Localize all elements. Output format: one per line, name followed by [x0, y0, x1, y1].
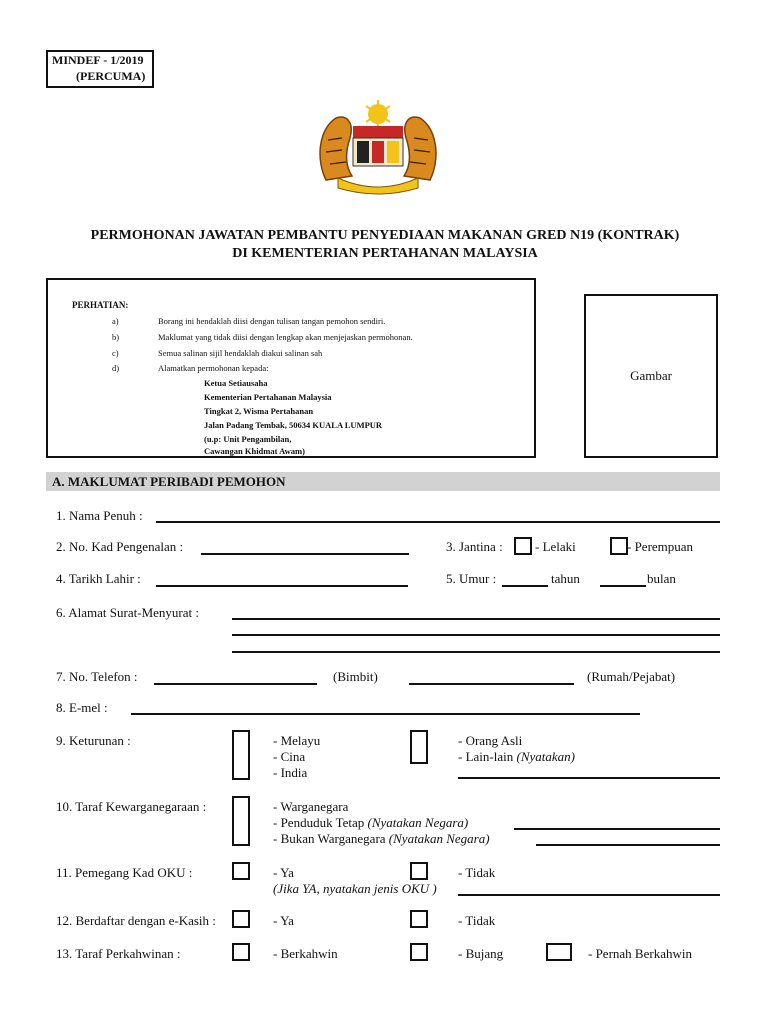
address-line: Jalan Padang Tembak, 50634 KUALA LUMPUR	[204, 420, 383, 430]
permanent-resident-specify: (Nyatakan Negara)	[367, 815, 469, 830]
ethnicity-others-label	[458, 749, 575, 765]
email-label: 8. E-mel :	[56, 700, 108, 715]
notice-text-c: Semua salinan sijil hendaklah diakui salinan sah	[158, 348, 323, 358]
ethnicity-label: 9. Keturunan :	[56, 733, 131, 748]
address-field-line-2[interactable]	[232, 634, 720, 636]
ethnicity-checkbox-group[interactable]	[232, 730, 250, 780]
age-years-unit: tahun	[551, 571, 580, 586]
oku-no-label: - Tidak	[458, 865, 496, 880]
non-citizen-text: - Bukan Warganegara	[273, 831, 386, 846]
home-phone-field[interactable]	[409, 683, 574, 685]
notice-mark-a: a)	[112, 316, 119, 326]
ethnicity-others-text: - Lain-lain	[458, 749, 514, 764]
address-line: Ketua Setiausaha	[204, 378, 268, 388]
full-name-field[interactable]	[156, 521, 720, 523]
married-checkbox[interactable]	[232, 943, 250, 961]
non-citizen-label	[273, 831, 490, 847]
form-title-line-1: PERMOHONAN JAWATAN PEMBANTU PENYEDIAAN MAKANAN GRED N19 (KONTRAK)	[90, 228, 680, 243]
full-name-label: 1. Nama Penuh :	[56, 508, 143, 523]
citizenship-label: 10. Taraf Kewarganegaraan :	[56, 799, 207, 814]
ic-number-field[interactable]	[201, 553, 409, 555]
age-months-unit: bulan	[647, 571, 676, 586]
ic-number-label: 2. No. Kad Pengenalan :	[56, 539, 184, 554]
oku-yes-label: - Ya	[273, 865, 294, 880]
permanent-resident-text: - Penduduk Tetap	[273, 815, 365, 830]
notice-text-b: Maklumat yang tidak diisi dengan lengkap akan menjejaskan permohonan.	[158, 332, 413, 342]
notice-text-a: Borang ini hendaklah diisi dengan tulisan tangan pemohon sendiri.	[158, 316, 386, 326]
oku-card-label: 11. Pemegang Kad OKU :	[56, 865, 193, 880]
home-phone-tag: (Rumah/Pejabat)	[587, 669, 676, 684]
birth-date-label: 4. Tarikh Lahir :	[56, 571, 141, 586]
address-line: Kementerian Pertahanan Malaysia	[204, 392, 332, 402]
form-reference-box	[46, 50, 154, 88]
mobile-phone-field[interactable]	[154, 683, 317, 685]
mobile-phone-tag: (Bimbit)	[333, 669, 378, 684]
address-line: (u.p: Unit Pengambilan,	[204, 434, 292, 444]
ethnicity-other-checkbox-group[interactable]	[410, 730, 428, 764]
ethnicity-indian-label: - India	[273, 765, 308, 780]
birth-date-field[interactable]	[156, 585, 408, 587]
section-a-header: A. MAKLUMAT PERIBADI PEMOHON	[46, 472, 720, 491]
coat-of-arms-emblem	[308, 100, 448, 196]
notice-mark-d: d)	[112, 363, 120, 373]
address-label: 6. Alamat Surat-Menyurat :	[56, 605, 199, 620]
address-line: Tingkat 2, Wisma Pertahanan	[204, 406, 314, 416]
address-line: Cawangan Khidmat Awam)	[204, 446, 305, 456]
marital-status-label: 13. Taraf Perkahwinan :	[56, 946, 181, 961]
form-title-line-2: DI KEMENTERIAN PERTAHANAN MALAYSIA	[232, 246, 538, 261]
ethnicity-chinese-label: - Cina	[273, 749, 306, 764]
previously-married-checkbox[interactable]	[546, 943, 572, 961]
ekasih-no-checkbox[interactable]	[410, 910, 428, 928]
previously-married-label: - Pernah Berkahwin	[588, 946, 692, 961]
oku-yes-checkbox[interactable]	[232, 862, 250, 880]
notice-mark-b: b)	[112, 332, 120, 342]
non-citizen-specify: (Nyatakan Negara)	[388, 831, 490, 846]
ekasih-yes-checkbox[interactable]	[232, 910, 250, 928]
notice-text-d: Alamatkan permohonan kepada:	[158, 363, 269, 373]
single-label: - Bujang	[458, 946, 504, 961]
age-label: 5. Umur :	[446, 571, 497, 586]
gender-male-label: - Lelaki	[535, 539, 576, 554]
phone-label: 7. No. Telefon :	[56, 669, 138, 684]
ethnicity-others-field[interactable]	[458, 777, 720, 779]
notice-box	[46, 278, 536, 458]
oku-type-field[interactable]	[458, 894, 720, 896]
oku-no-checkbox[interactable]	[410, 862, 428, 880]
ekasih-yes-label: - Ya	[273, 913, 294, 928]
ethnicity-others-specify: (Nyatakan)	[516, 749, 575, 764]
photo-box[interactable]	[584, 294, 718, 458]
oku-type-note: (Jika YA, nyatakan jenis OKU )	[273, 881, 437, 896]
ekasih-label: 12. Berdaftar dengan e-Kasih :	[56, 913, 216, 928]
citizenship-checkbox-group[interactable]	[232, 796, 250, 846]
photo-label: Gambar	[630, 368, 672, 383]
address-field-line-1[interactable]	[232, 618, 720, 620]
ekasih-no-label: - Tidak	[458, 913, 496, 928]
email-field[interactable]	[131, 713, 640, 715]
gender-male-checkbox[interactable]	[514, 537, 532, 555]
address-field-line-3[interactable]	[232, 651, 720, 653]
citizen-label: - Warganegara	[273, 799, 349, 814]
married-label: - Berkahwin	[273, 946, 338, 961]
ethnicity-orang-asli-label: - Orang Asli	[458, 733, 523, 748]
permanent-resident-label	[273, 815, 468, 831]
gender-female-checkbox[interactable]	[610, 537, 628, 555]
age-months-field[interactable]	[600, 585, 646, 587]
ethnicity-malay-label: - Melayu	[273, 733, 321, 748]
permanent-resident-country-field[interactable]	[514, 828, 720, 830]
non-citizen-country-field[interactable]	[536, 844, 720, 846]
form-code: MINDEF - 1/2019	[52, 53, 144, 67]
gender-label: 3. Jantina :	[446, 539, 503, 554]
form-price-note: (PERCUMA)	[76, 69, 146, 83]
single-checkbox[interactable]	[410, 943, 428, 961]
notice-heading: PERHATIAN:	[72, 300, 129, 310]
age-years-field[interactable]	[502, 585, 548, 587]
gender-female-label: - Perempuan	[627, 539, 694, 554]
notice-mark-c: c)	[112, 348, 119, 358]
